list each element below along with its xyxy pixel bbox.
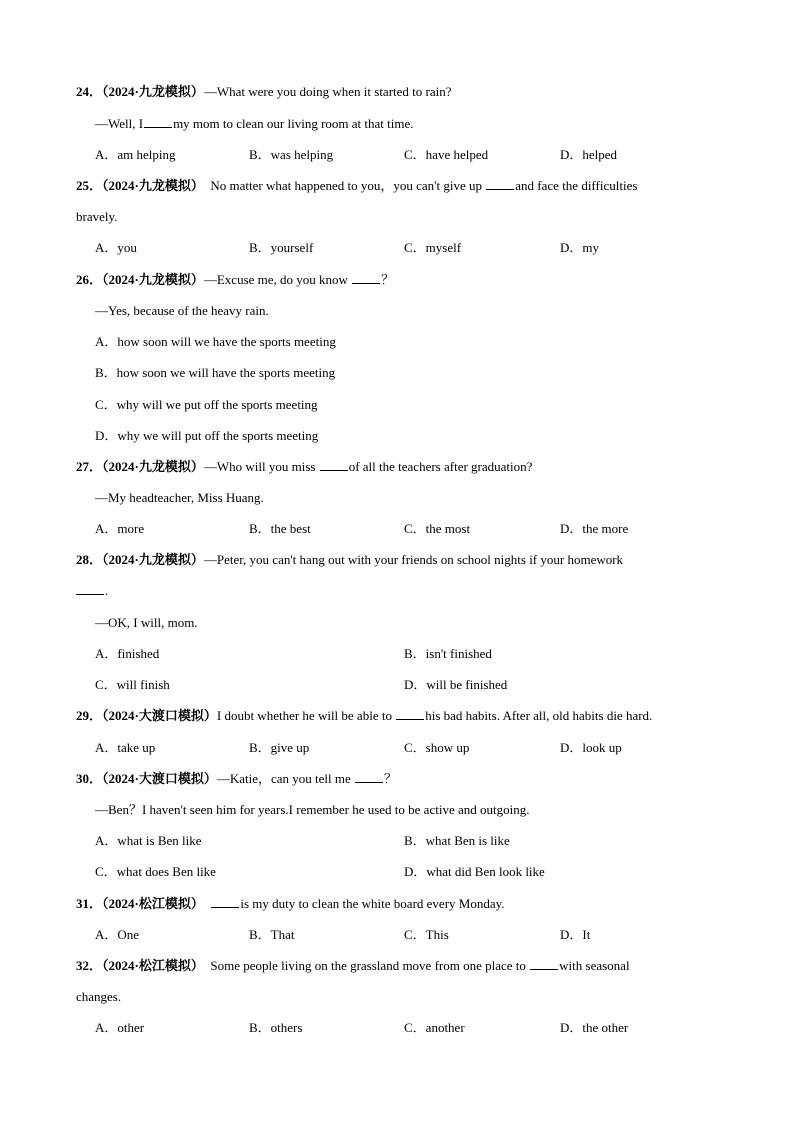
question-27 xyxy=(76,459,532,475)
question-number: 30． xyxy=(76,771,103,786)
option-c[interactable]: C．This xyxy=(404,927,449,942)
question-stem-cont: with seasonal xyxy=(559,958,630,973)
question-stem: —Excuse me, do you know xyxy=(203,272,352,287)
answer-blank xyxy=(144,116,172,128)
option-d[interactable]: D．look up xyxy=(560,740,622,755)
option-d[interactable]: D．helped xyxy=(560,147,618,162)
question-29 xyxy=(76,708,652,724)
question-number: 32． xyxy=(76,958,103,973)
question-source: （2024·九龙模拟） xyxy=(102,84,204,99)
question-stem-cont: his bad habits. After all, old habits die hard. xyxy=(425,708,653,723)
question-28 xyxy=(76,552,623,568)
option-b[interactable]: B．give up xyxy=(249,740,310,755)
question-number: 25． xyxy=(76,178,103,193)
option-b[interactable]: B．the best xyxy=(249,521,311,536)
question-source: （2024·松江模拟） xyxy=(102,896,204,911)
question-number: 27． xyxy=(76,459,103,474)
answer-blank xyxy=(320,459,348,471)
option-a[interactable]: A．take up xyxy=(95,740,156,755)
option-a[interactable]: A．finished xyxy=(95,646,160,661)
answer-blank xyxy=(211,896,239,908)
question-source: （2024·九龙模拟） xyxy=(102,552,204,567)
question-25-wrap: bravely. xyxy=(76,209,118,224)
question-30 xyxy=(76,771,397,787)
question-stem: —Peter, you can't hang out with your friends on school nights if your homework xyxy=(203,552,624,567)
option-c[interactable]: C．what does Ben like xyxy=(95,864,216,879)
option-b[interactable]: B．others xyxy=(249,1020,303,1035)
question-24-reply xyxy=(95,116,414,132)
option-c[interactable]: C．will finish xyxy=(95,677,170,692)
question-stem-cont: of all the teachers after graduation? xyxy=(348,459,533,474)
question-source: （2024·大渡口模拟） xyxy=(102,771,217,786)
question-31 xyxy=(76,896,505,912)
question-number: 24． xyxy=(76,84,103,99)
question-source: （2024·大渡口模拟） xyxy=(102,708,217,723)
question-stem-cont: ？ xyxy=(381,272,395,287)
option-b[interactable]: B．what Ben is like xyxy=(404,833,510,848)
question-number: 26． xyxy=(76,272,103,287)
question-source: （2024·九龙模拟） xyxy=(102,459,204,474)
question-27-reply: —My headteacher, Miss Huang. xyxy=(95,490,264,505)
question-stem xyxy=(204,896,211,911)
wrap-punct: . xyxy=(105,583,109,598)
reply-text: —Well, I xyxy=(95,116,144,131)
answer-blank xyxy=(396,708,424,720)
question-number: 29． xyxy=(76,708,103,723)
answer-blank xyxy=(486,178,514,190)
option-d[interactable]: D．what did Ben look like xyxy=(404,864,545,879)
option-a[interactable]: A．how soon will we have the sports meeting xyxy=(95,334,336,349)
question-24 xyxy=(76,84,452,100)
question-32 xyxy=(76,958,630,974)
option-c[interactable]: C．the most xyxy=(404,521,471,536)
reply-text: my mom to clean our living room at that time. xyxy=(173,116,414,131)
answer-blank xyxy=(355,771,383,783)
question-stem: —Katie，can you tell me xyxy=(216,771,355,786)
option-c[interactable]: C．myself xyxy=(404,240,462,255)
option-d[interactable]: D．will be finished xyxy=(404,677,508,692)
question-number: 28． xyxy=(76,552,103,567)
question-stem: —What were you doing when it started to rain? xyxy=(203,84,452,99)
option-b[interactable]: B．That xyxy=(249,927,295,942)
option-a[interactable]: A．other xyxy=(95,1020,145,1035)
question-stem: No matter what happened to you，you can't give up xyxy=(203,178,486,193)
option-d[interactable]: D．the more xyxy=(560,521,629,536)
question-32-wrap: changes. xyxy=(76,989,122,1004)
question-26-reply: —Yes, because of the heavy rain. xyxy=(95,303,269,318)
option-c[interactable]: C．another xyxy=(404,1020,465,1035)
question-28-reply: —OK, I will, mom. xyxy=(95,615,198,630)
question-source: （2024·九龙模拟） xyxy=(102,272,204,287)
question-stem-cont: is my duty to clean the white board every Monday. xyxy=(240,896,505,911)
option-d[interactable]: D．my xyxy=(560,240,600,255)
question-source: （2024·九龙模拟） xyxy=(102,178,204,193)
option-b[interactable]: B．yourself xyxy=(249,240,314,255)
question-stem: —Who will you miss xyxy=(203,459,319,474)
option-a[interactable]: A．you xyxy=(95,240,137,255)
option-c[interactable]: C．have helped xyxy=(404,147,489,162)
question-stem-cont: ？ xyxy=(384,771,398,786)
option-d[interactable]: D．why we will put off the sports meeting xyxy=(95,428,319,443)
option-a[interactable]: A．more xyxy=(95,521,145,536)
question-25 xyxy=(76,178,637,194)
question-stem: Some people living on the grassland move from one place to xyxy=(203,958,530,973)
question-stem: I doubt whether he will be able to xyxy=(216,708,396,723)
answer-blank xyxy=(352,272,380,284)
option-a[interactable]: A．what is Ben like xyxy=(95,833,202,848)
option-b[interactable]: B．was helping xyxy=(249,147,334,162)
option-a[interactable]: A．am helping xyxy=(95,147,176,162)
option-c[interactable]: C．why will we put off the sports meeting xyxy=(95,397,318,412)
option-b[interactable]: B．isn't finished xyxy=(404,646,492,661)
question-28-wrap xyxy=(76,583,108,599)
option-a[interactable]: A．One xyxy=(95,927,140,942)
question-source: （2024·松江模拟） xyxy=(102,958,204,973)
option-c[interactable]: C．show up xyxy=(404,740,470,755)
question-30-reply: —Ben？I haven't seen him for years.I remember he used to be active and outgoing. xyxy=(95,802,530,817)
option-b[interactable]: B．how soon we will have the sports meeting xyxy=(95,365,336,380)
answer-blank xyxy=(76,583,104,595)
answer-blank xyxy=(530,958,558,970)
option-d[interactable]: D．It xyxy=(560,927,591,942)
question-26 xyxy=(76,272,394,288)
option-d[interactable]: D．the other xyxy=(560,1020,629,1035)
question-number: 31． xyxy=(76,896,103,911)
question-stem-cont: and face the difficulties xyxy=(515,178,638,193)
